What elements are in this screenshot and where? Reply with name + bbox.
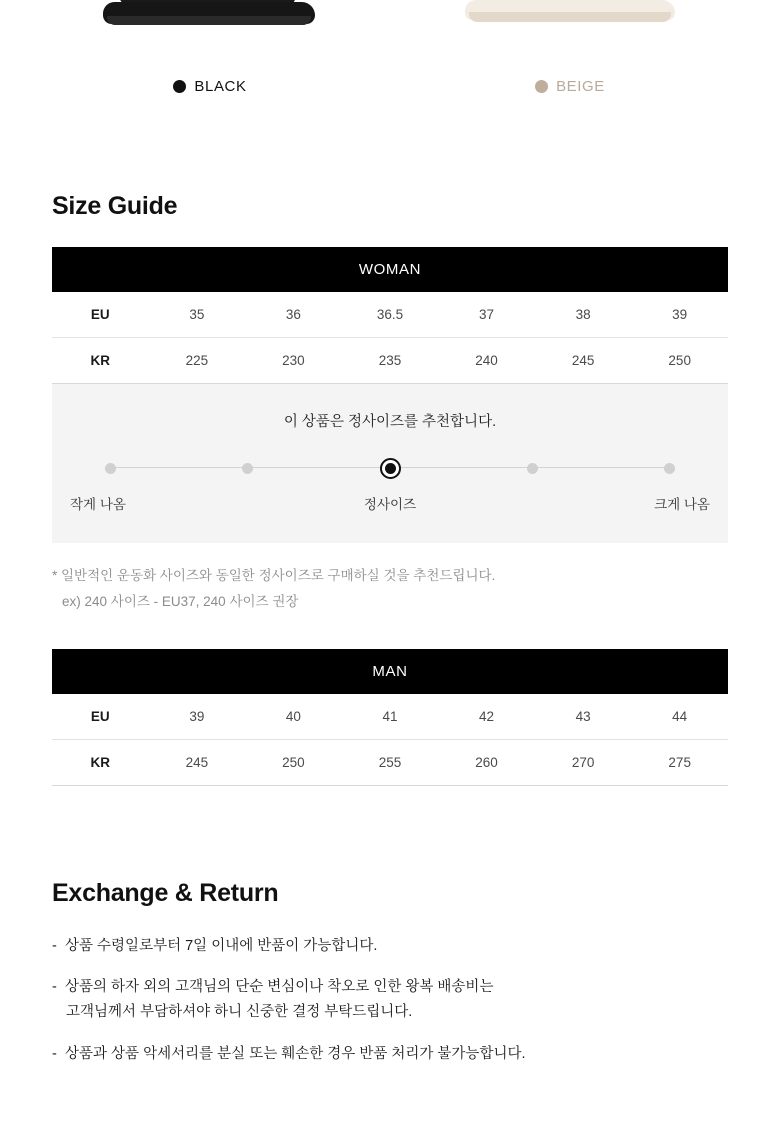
list-item	[52, 1042, 728, 1067]
list-line: 상품의 하자 외의 고객님의 단순 변심이나 착오로 인한 왕복 배송비는	[65, 979, 494, 995]
size-guide-title: Size Guide	[52, 192, 178, 220]
circle-swatch-icon	[173, 80, 186, 93]
size-notes	[0, 563, 780, 616]
fit-point-active	[380, 458, 401, 479]
list-line-2: 고객님께서 부담하셔야 하니 신중한 결정 부탁드립니다.	[66, 1004, 413, 1021]
list-text	[65, 975, 493, 1026]
color-option-black[interactable]	[30, 0, 390, 95]
cell: 225	[149, 338, 246, 384]
woman-size-table	[52, 247, 728, 384]
table-row	[52, 739, 728, 785]
table-row	[52, 694, 728, 740]
cell: 245	[535, 338, 632, 384]
woman-size-table-block	[0, 247, 780, 384]
cell: 250	[631, 338, 728, 384]
list-dash: -	[52, 1045, 57, 1062]
color-name: BLACK	[194, 78, 247, 95]
cell: 235	[342, 338, 439, 384]
cell: 275	[631, 739, 728, 785]
cell: 36	[245, 292, 342, 338]
list-dash: -	[52, 937, 57, 954]
circle-swatch-icon	[535, 80, 548, 93]
cell: 255	[342, 739, 439, 785]
cell: 43	[535, 694, 632, 740]
list-text	[65, 1042, 526, 1067]
fit-point	[527, 463, 538, 474]
cell: 35	[149, 292, 246, 338]
cell: 38	[535, 292, 632, 338]
row-label: EU	[52, 694, 149, 740]
cell: 42	[438, 694, 535, 740]
table-row	[52, 338, 728, 384]
table-row	[52, 292, 728, 338]
cell: 44	[631, 694, 728, 740]
list-item	[52, 934, 728, 959]
color-label-beige	[535, 78, 605, 95]
row-label: KR	[52, 338, 149, 384]
cell: 41	[342, 694, 439, 740]
size-note-2: ex) 240 사이즈 - EU37, 240 사이즈 권장	[62, 594, 299, 610]
row-label: KR	[52, 739, 149, 785]
cell: 36.5	[342, 292, 439, 338]
man-size-table	[52, 649, 728, 786]
product-image-black	[95, 0, 325, 60]
exchange-return-list	[0, 934, 780, 1068]
fit-scale	[105, 457, 675, 479]
color-options	[0, 0, 780, 95]
color-option-beige[interactable]	[390, 0, 750, 95]
woman-table-header: WOMAN	[52, 247, 728, 292]
cell: 230	[245, 338, 342, 384]
list-text	[65, 934, 377, 959]
list-line: 상품과 상품 악세서리를 분실 또는 훼손한 경우 반품 처리가 불가능합니다.	[65, 1045, 526, 1062]
exchange-return-title: Exchange & Return	[52, 878, 279, 907]
cell: 39	[149, 694, 246, 740]
fit-scale-labels	[70, 493, 710, 513]
cell: 245	[149, 739, 246, 785]
list-dash: -	[52, 979, 57, 995]
fit-label-true: 정사이즈	[363, 497, 417, 512]
cell: 37	[438, 292, 535, 338]
man-size-table-block	[0, 649, 780, 786]
fit-point	[105, 463, 116, 474]
list-line: 상품 수령일로부터 7일 이내에 반품이 가능합니다.	[65, 937, 378, 954]
color-label-black	[173, 78, 246, 95]
size-note-1: * 일반적인 운동화 사이즈와 동일한 정사이즈로 구매하실 것을 추천드립니다.	[52, 568, 496, 583]
fit-headline: 이 상품은 정사이즈를 추천합니다.	[283, 414, 497, 430]
fit-point	[242, 463, 253, 474]
list-item	[52, 975, 728, 1026]
cell: 270	[535, 739, 632, 785]
color-name: BEIGE	[556, 78, 605, 95]
fit-label-large: 크게 나옴	[654, 497, 710, 512]
cell: 40	[245, 694, 342, 740]
fit-label-small: 작게 나옴	[70, 497, 126, 512]
cell: 39	[631, 292, 728, 338]
row-label: EU	[52, 292, 149, 338]
man-table-header: MAN	[52, 649, 728, 694]
cell: 250	[245, 739, 342, 785]
cell: 260	[438, 739, 535, 785]
fit-point	[664, 463, 675, 474]
cell: 240	[438, 338, 535, 384]
fit-recommendation-panel	[52, 384, 728, 543]
product-image-beige	[455, 0, 685, 60]
